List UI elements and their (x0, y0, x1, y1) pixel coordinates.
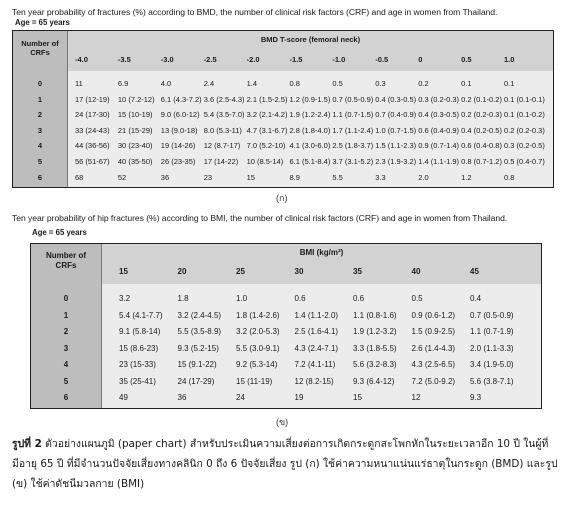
row-label: 1 (37, 94, 43, 104)
table-cell: 1.2 (461, 172, 472, 182)
table-cell: 0.4 (0.2-0.5) (461, 125, 502, 135)
table-cell: 17 (12-19) (75, 94, 110, 104)
table-cell: 7.2 (5.0-9.2) (411, 376, 456, 386)
table-cell: 0.1 (504, 79, 515, 88)
column-label: 0 (418, 55, 423, 64)
table-cell: 8.9 (289, 172, 300, 182)
table-cell: 0.9 (0.6-1.2) (411, 310, 456, 320)
table-cell: 1.1 (0.8-1.6) (353, 310, 397, 320)
table-cell: 35 (25-41) (119, 376, 156, 386)
table-cell: 3.4 (1.9-5.0) (470, 360, 514, 369)
table-cell: 15 (9.1-22) (177, 360, 217, 369)
table-cell: 10 (7.2-12) (117, 94, 155, 104)
table-cell: 19 (14-26) (160, 141, 196, 151)
table-cell: 3.6 (2.5-4.3) (203, 94, 245, 104)
table-cell: 1.2 (0.9-1.5) (289, 94, 331, 104)
table-cell: 0.4 (0.3-0.5) (375, 94, 417, 104)
table-cell: 4.0 (160, 79, 172, 88)
column-group-label: BMI (kg/m²) (299, 248, 344, 257)
table-cell: 2.3 (1.9-3.2) (375, 157, 417, 166)
column-label: 45 (470, 267, 479, 276)
row-label: 1 (63, 310, 69, 320)
row-header-label: Number of CRFs (21, 39, 59, 58)
table-cell: 24 (236, 393, 245, 402)
table-cell: 15 (10-19) (117, 110, 153, 120)
table-cell: 5.6 (3.2-8.3) (353, 360, 397, 369)
column-label: 0.5 (461, 55, 472, 64)
table-cell: 1.1 (0.7-1.9) (470, 327, 514, 336)
table-cell: 19 (294, 393, 304, 402)
table-cell: 6.1 (4.3-7.2) (160, 94, 202, 104)
table-cell: 0.6 (353, 294, 365, 303)
figure-caption-text: ตัวอย่างแผนภูมิ (paper chart) สำหรับประเมินความเสี่ยงต่อการเกิดกระดูกสะโพกหักในระยะเวลาอีก 10 ปี ในผู้ที่มีอายุ 65 ปี ที่มีจำนวนปัจจัยเสี่ยงทางคลินิก 0 ถึง 6 ปัจจัยเสี่ยง รูป (ก) ใช้ค่าความหนาแน่นแร่ธาตุในกระดูก (BMD) และรูป (ข) ใช้ค่าดัชนีมวลกาย (BMI) (12, 438, 558, 490)
column-header (68, 31, 553, 71)
table-cell: 4.3 (2.4-7.1) (294, 343, 339, 353)
table-cell: 12 (411, 393, 421, 402)
table-cell: 49 (119, 393, 128, 402)
row-label: 3 (37, 125, 43, 135)
table-cell: 30 (23-40) (117, 141, 153, 151)
column-label: 1.0 (504, 55, 515, 64)
table-cell: 9.3 (470, 393, 482, 402)
table-cell: 0.5 (0.4-0.7) (504, 157, 545, 166)
table-cell: 4.3 (2.5-6.5) (411, 360, 456, 369)
table-cell: 9.3 (6.4-12) (353, 376, 395, 386)
row-label: 5 (63, 376, 69, 386)
table-cell: 56 (51-67) (75, 157, 110, 166)
table-cell: 6.1 (5.1-8.4) (289, 157, 331, 166)
table-cell: 23 (203, 172, 213, 182)
column-header (102, 244, 541, 284)
table-cell: 2.4 (203, 79, 215, 88)
table-cell: 1.8 (177, 294, 189, 303)
table-cell: 12 (8.2-15) (294, 376, 334, 386)
table-cell: 15 (246, 172, 255, 182)
table-cell: 3.2 (2.0-5.3) (236, 327, 280, 336)
table-cell: 9.1 (5.8-14) (119, 327, 161, 336)
table-cell: 3.7 (3.1-5.2) (332, 157, 374, 166)
table-cell: 0.6 (0.4-0.8) (461, 141, 502, 151)
table-cell: 1.5 (1.1-2.3) (375, 141, 417, 151)
table-cell: 0.5 (411, 294, 423, 303)
table-cell: 44 (36-56) (75, 141, 110, 151)
table-cell: 0.7 (0.5-0.9) (332, 94, 374, 104)
table-cell: 6.9 (117, 79, 129, 88)
table-cell: 1.9 (1.2-2.4) (289, 110, 331, 120)
table-cell: 0.5 (332, 79, 343, 88)
row-label: 2 (63, 327, 69, 336)
table-cell: 24 (17-29) (177, 376, 215, 386)
table-cell: 3.3 (1.8-5.5) (353, 343, 397, 353)
table-cell: 26 (23-35) (160, 157, 196, 166)
table-cell: 5.4 (3.5-7.0) (203, 110, 245, 120)
table-cell: 23 (15-33) (119, 360, 156, 369)
table-cell: 13 (9.0-18) (160, 125, 198, 135)
figure-a-sublabel: (ก) (276, 193, 288, 203)
table-cell: 15 (353, 393, 362, 402)
table-cell: 0.4 (0.3-0.5) (418, 110, 460, 120)
row-label: 0 (63, 294, 69, 303)
table-cell: 0.8 (289, 79, 300, 88)
table-cell: 3.2 (2.1-4.2) (246, 110, 288, 120)
table-cell: 2.5 (1.6-4.1) (294, 327, 339, 336)
table-cell: 0.1 (461, 79, 472, 88)
table-cell: 68 (75, 172, 84, 182)
table-cell: 1.4 (246, 79, 258, 88)
column-label: 40 (411, 267, 421, 276)
row-label: 4 (63, 360, 69, 369)
row-label: 4 (37, 141, 43, 151)
table-cell: 36 (160, 172, 170, 182)
table-cell: 4.1 (3.0-6.0) (289, 141, 331, 151)
table-cell: 0.4 (470, 294, 482, 303)
table-cell: 7.2 (4.1-11) (294, 360, 336, 369)
table-cell: 12 (8.7-17) (203, 141, 241, 151)
table-cell: 0.8 (504, 172, 515, 182)
table-cell: 1.4 (1.1-1.9) (418, 157, 460, 166)
table-cell: 2.1 (1.5-2.5) (246, 94, 288, 104)
table-cell: 0.3 (0.2-0.5) (504, 141, 545, 151)
table-cell: 3.2 (119, 294, 131, 303)
table-cell: 0.6 (0.4-0.9) (418, 125, 460, 135)
table-cell: 1.0 (0.7-1.5) (375, 125, 417, 135)
table-cell: 52 (117, 172, 127, 182)
table-cell: 0.2 (0.2-0.3) (504, 125, 545, 135)
bmd-probability-table (12, 30, 554, 188)
column-label: -3.0 (160, 55, 174, 64)
column-label: -1.0 (332, 55, 346, 64)
column-label: -1.5 (289, 55, 303, 64)
table-cell: 9.3 (5.2-15) (177, 343, 219, 353)
table-cell: 21 (15-29) (117, 125, 153, 135)
figure-b-age-label: Age = 65 years (32, 228, 87, 237)
table-cell: 0.2 (418, 79, 429, 88)
table-cell: 1.1 (0.7-1.5) (332, 110, 374, 120)
column-label: -2.0 (246, 55, 260, 64)
row-label: 3 (63, 343, 69, 353)
table-cell: 5.5 (3.5-8.9) (177, 327, 222, 336)
figure-number: รูปที่ 2 (12, 438, 42, 450)
table-cell: 2.0 (418, 172, 429, 182)
table-cell: 2.8 (1.8-4.0) (289, 125, 331, 135)
row-header-label: Number of CRFs (46, 251, 86, 270)
table-cell: 8.0 (5.3-11) (203, 125, 242, 135)
table-cell: 3.2 (2.4-4.5) (177, 310, 222, 320)
table-cell: 1.7 (1.1-2.4) (332, 125, 374, 135)
table-cell: 9.0 (6.0-12) (160, 110, 200, 120)
table-cell: 17 (14-22) (203, 157, 239, 166)
table-cell: 2.0 (1.1-3.3) (470, 343, 514, 353)
table-cell: 5.5 (332, 172, 343, 182)
table-cell: 0.3 (375, 79, 386, 88)
bmi-probability-table (30, 243, 542, 409)
table-cell: 2.6 (1.4-4.3) (411, 343, 456, 353)
column-label: -2.5 (203, 55, 217, 64)
table-cell: 15 (11-19) (236, 376, 273, 386)
table-cell: 1.4 (1.1-2.0) (294, 310, 339, 320)
table-cell: 11 (75, 79, 83, 88)
table-cell: 9.2 (5.3-14) (236, 360, 278, 369)
table-cell: 2.5 (1.8-3.7) (332, 141, 374, 151)
column-label: 35 (353, 267, 362, 276)
table-cell: 3.3 (375, 172, 386, 182)
row-label: 5 (37, 157, 43, 166)
row-label: 6 (37, 172, 43, 182)
figure-a-age-label: Age = 65 years (15, 18, 70, 27)
table-cell: 0.6 (294, 294, 306, 303)
row-label: 6 (63, 393, 69, 402)
figure-b-sublabel: (ข) (276, 417, 289, 427)
table-cell: 4.7 (3.1-6.7) (246, 125, 288, 135)
column-label: -0.5 (375, 55, 389, 64)
table-cell: 0.1 (0.1-0.2) (504, 110, 545, 120)
table-cell: 1.0 (236, 294, 248, 303)
table-cell: 15 (8.6-23) (119, 343, 159, 353)
table-cell: 0.2 (0.2-0.3) (461, 110, 502, 120)
column-group-label: BMD T-score (femoral neck) (260, 35, 361, 44)
column-label: 15 (119, 267, 128, 276)
table-cell: 0.7 (0.4-0.9) (375, 110, 417, 120)
column-label: -4.0 (75, 55, 88, 64)
table-cell: 1.9 (1.2-3.2) (353, 327, 397, 336)
table-cell: 5.4 (4.1-7.7) (119, 310, 163, 320)
table-cell: 5.5 (3.0-9.1) (236, 343, 280, 353)
table-cell: 7.0 (5.2-10) (246, 141, 286, 151)
row-label: 2 (37, 110, 43, 120)
row-label: 0 (37, 79, 43, 88)
table-cell: 36 (177, 393, 187, 402)
table-cell: 0.7 (0.5-0.9) (470, 310, 514, 320)
table-cell: 33 (24-43) (75, 125, 110, 135)
table-cell: 5.6 (3.8-7.1) (470, 376, 514, 386)
table-cell: 40 (35-50) (117, 157, 153, 166)
table-cell: 24 (17-30) (75, 110, 110, 120)
table-cell: 0.9 (0.7-1.4) (418, 141, 460, 151)
table-cell: 0.3 (0.2-0.3) (418, 94, 460, 104)
figure-a-caption: Ten year probability of fractures (%) according to BMD, the number of clinical risk factors (CRF) and age in women from Thailand. (12, 7, 498, 17)
figure-caption-thai (12, 434, 562, 494)
column-label: 20 (177, 267, 187, 276)
table-cell: 10 (8.5-14) (246, 157, 284, 166)
column-label: -3.5 (117, 55, 131, 64)
table-cell: 0.1 (0.1-0.1) (504, 94, 545, 104)
column-label: 25 (236, 267, 245, 276)
column-label: 30 (294, 267, 304, 276)
table-cell: 0.8 (0.7-1.2) (461, 157, 502, 166)
table-cell: 1.8 (1.4-2.6) (236, 310, 280, 320)
table-cell: 1.5 (0.9-2.5) (411, 327, 456, 336)
figure-b-caption: Ten year probability of hip fractures (%) according to BMI, the number of clinical risk factors (CRF) and age in women from Thailand. (12, 213, 508, 223)
table-cell: 0.2 (0.1-0.2) (461, 94, 502, 104)
